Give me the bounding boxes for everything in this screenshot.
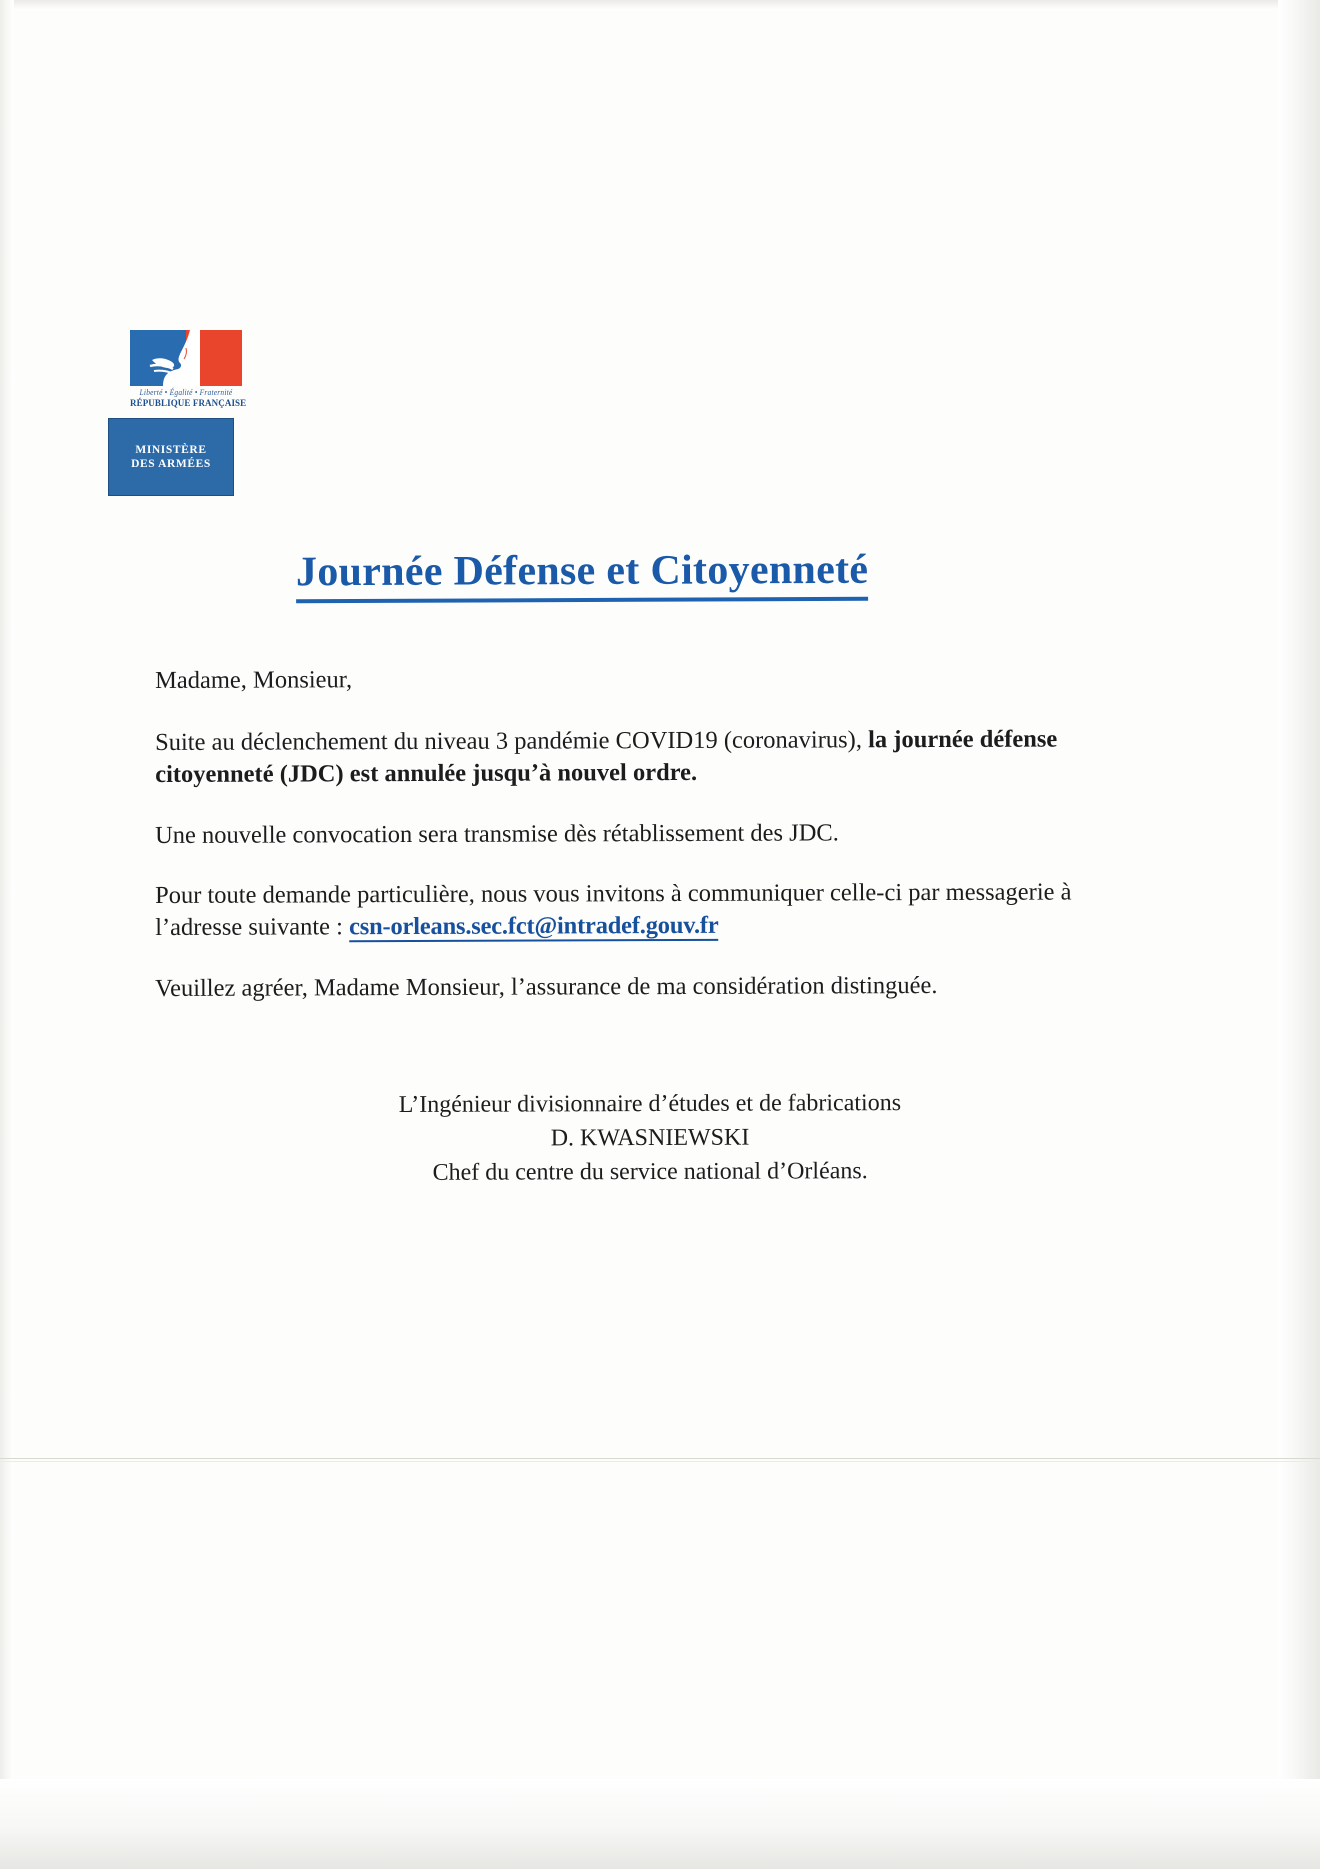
cancellation-text-normal: Suite au déclenchement du niveau 3 pandémie COVID19 (coronavirus), (155, 726, 869, 757)
new-convocation-paragraph: Une nouvelle convocation sera transmise dès rétablissement des JDC. (155, 819, 839, 849)
signer-name: D. KWASNIEWSKI (550, 1124, 750, 1152)
scan-edge-shading-left (0, 0, 14, 1869)
signer-title: L’Ingénieur divisionnaire d’études et de fabrications (398, 1090, 902, 1118)
cancellation-text-bold: la journée défense citoyenneté (JDC) est annulée jusqu’à nouvel ordre. (155, 725, 1058, 789)
contact-email-link[interactable]: csn-orleans.sec.fct@intradef.gouv.fr (349, 912, 719, 941)
scan-edge-shading-bottom (0, 1779, 1320, 1869)
scan-edge-shading-top (0, 0, 1320, 10)
ministry-name-line-2: DES ARMÉES (131, 458, 211, 470)
republic-motto: Liberté • Égalité • Fraternité (139, 387, 233, 398)
ministry-name-line-1: MINISTÈRE (135, 443, 207, 456)
closing-paragraph: Veuillez agréer, Madame Monsieur, l’assurance de ma considération distinguée. (155, 971, 938, 1002)
marianne-logo (130, 330, 247, 408)
letterhead-logo-block (130, 330, 280, 496)
signer-role: Chef du centre du service national d’Orléans. (432, 1158, 868, 1186)
contact-paragraph (155, 877, 1140, 945)
letter-body (155, 665, 1140, 1033)
salutation-paragraph: Madame, Monsieur, (155, 666, 353, 694)
page-title: Journée Défense et Citoyenneté (296, 546, 869, 603)
french-flag-icon (130, 330, 242, 386)
republique-francaise-label: RÉPUBLIQUE FRANÇAISE (130, 398, 247, 408)
signature-block (380, 1086, 920, 1190)
marianne-profile-icon (130, 330, 242, 386)
paper-fold-line (0, 1458, 1320, 1459)
contact-text: Pour toute demande particulière, nous vous invitons à communiquer celle-ci par messagerie à l’adresse suivante : (155, 878, 1072, 942)
scan-edge-shading-right (1278, 0, 1320, 1869)
cancellation-paragraph (155, 724, 1140, 792)
paper-fold-line-secondary (0, 1461, 1320, 1462)
ministry-logo-box (108, 418, 234, 496)
